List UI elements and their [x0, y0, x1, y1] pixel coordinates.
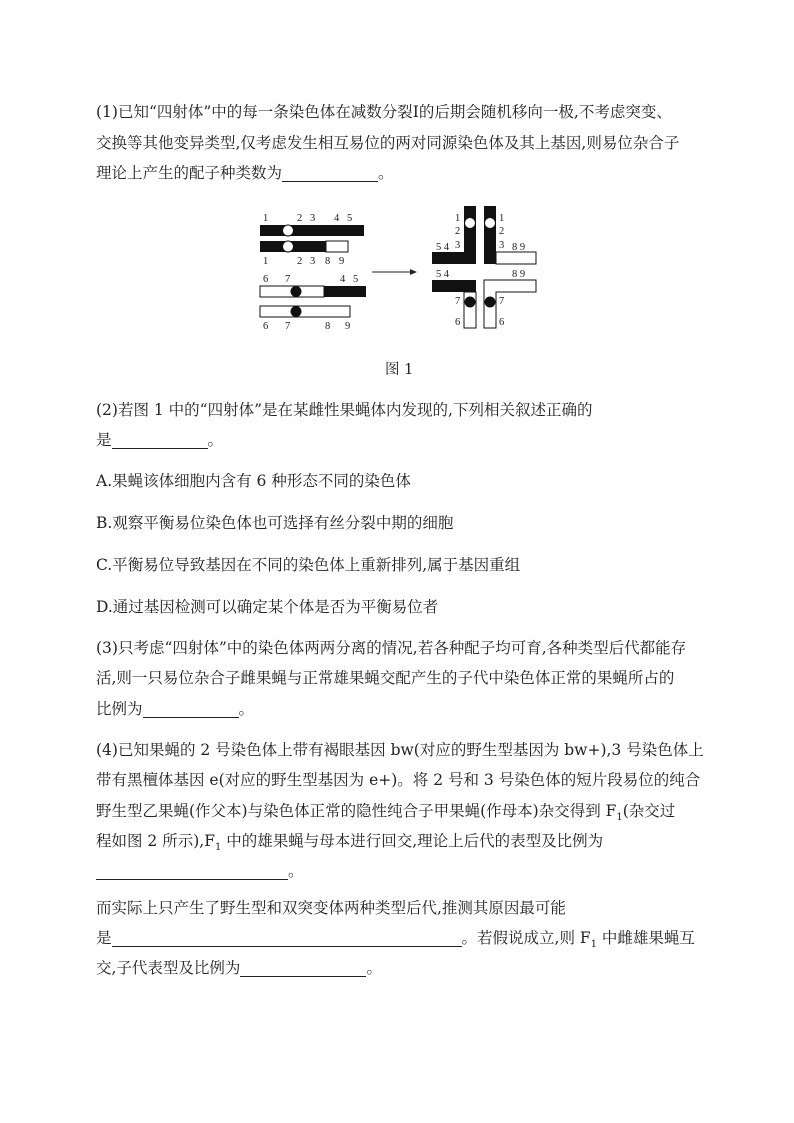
cross-label-ul-3: 3 [455, 240, 461, 251]
figure-1-diagram [250, 198, 550, 338]
q2-option-d: D.通过基因检测可以确定某个体是否为平衡易位者 [96, 598, 439, 616]
q4-line3-sub: 1 [616, 812, 623, 824]
q2-option-a: A.果蝇该体细胞内含有 6 种形态不同的染色体 [96, 472, 411, 490]
q4-line3-end: (杂交过 [622, 802, 676, 820]
q4-line4b: 中的雄果蝇与母本进行回交,理论上后代的表型及比例为 [221, 832, 604, 850]
left-chromosome-2-black [260, 241, 336, 252]
left-chromosome-1 [260, 225, 364, 236]
left-r1-label-4: 4 [334, 213, 340, 224]
q4-line6: 而实际上只产生了野生型和双突变体两种类型后代,推测其原因最可能 [96, 899, 566, 917]
q2-line2 [96, 425, 700, 456]
q4-line5-end: 。 [288, 862, 304, 880]
left-centromere-4 [291, 306, 302, 317]
q3-line1: (3)只考虑“四射体”中的染色体两两分离的情况,若各种配子均可育,各种类型后代都能存 [96, 639, 687, 657]
q4-line8 [96, 953, 700, 984]
q4-answer-blank-2[interactable] [112, 926, 462, 947]
q1-line3 [96, 158, 700, 189]
q4-answer-blank-3[interactable] [240, 956, 366, 977]
q4-line1: (4)已知果蝇的 2 号染色体上带有褐眼基因 bw(对应的野生型基因为 bw+),3 号染色体上 [96, 741, 704, 759]
q2-answer-blank[interactable] [112, 428, 208, 449]
q4-line7a: 是 [96, 929, 112, 947]
arrow-head [410, 269, 417, 275]
q1-line1: (1)已知“四射体”中的每一条染色体在减数分裂Ⅰ的后期会随机移向一极,不考虑突变、 [96, 103, 672, 121]
cross-label-ur-2: 2 [499, 226, 505, 237]
q2-end: 。 [207, 431, 224, 449]
cross-label-br-6: 6 [499, 317, 505, 328]
cross-label-54-bottom: 5 4 [436, 269, 450, 280]
q1-line2: 交换等其他变异类型,仅考虑发生相互易位的两对同源染色体及其上基因,则易位杂合子 [96, 134, 680, 152]
q4-line5 [96, 856, 700, 887]
left-r2-label-4: 8 [325, 256, 331, 267]
left-r1-label-1: 1 [263, 213, 269, 224]
q2-line2-text: 是 [96, 431, 112, 449]
cross-label-54-top: 5 4 [436, 242, 450, 253]
left-r4-label-4: 9 [345, 321, 351, 332]
left-r3-label-2: 7 [285, 274, 291, 285]
left-r2-label-2: 2 [297, 256, 303, 267]
q4-line2: 带有黑檀体基因 e(对应的野生型基因为 e+)。将 2 号和 3 号染色体的短片段易位的纯合 [96, 771, 701, 789]
cross-label-ul-2: 2 [455, 226, 461, 237]
left-r2-label-1: 1 [263, 256, 269, 267]
left-r2-label-3: 3 [310, 256, 316, 267]
q1-answer-blank[interactable] [282, 161, 378, 182]
q2-option-c: C.平衡易位导致基因在不同的染色体上重新排列,属于基因重组 [96, 556, 521, 574]
q4-answer-blank-1[interactable] [96, 859, 288, 880]
q3-line3-text: 比例为 [96, 700, 143, 718]
cross-label-89-bottom: 8 9 [512, 269, 526, 280]
q4-line3-text: 野生型乙果蝇(作父本)与染色体正常的隐性纯合子甲果蝇(作母本)杂交得到 F [96, 802, 617, 820]
cross-upper-right-corner [484, 252, 496, 264]
left-r4-label-2: 7 [285, 321, 291, 332]
cross-label-bl-6: 6 [455, 317, 461, 328]
left-r3-label-3: 4 [340, 274, 346, 285]
left-r1-label-2: 2 [297, 213, 303, 224]
cross-label-ur-1: 1 [499, 213, 505, 224]
q2-option-b: B.观察平衡易位染色体也可选择有丝分裂中期的细胞 [96, 514, 454, 532]
cross-label-89-top: 8 9 [512, 242, 526, 253]
left-chromosome-4 [260, 306, 350, 317]
left-r2-label-5: 9 [339, 256, 345, 267]
cross-centromere-bl [465, 297, 476, 308]
cross-lower-left-arm-black [432, 280, 476, 292]
q1-line3-text: 理论上产生的配子种类数为 [96, 164, 283, 182]
left-chromosome-2-white [326, 241, 348, 252]
cross-label-br-7: 7 [499, 296, 505, 307]
q3-end: 。 [238, 700, 255, 718]
cross-centromere-br [485, 297, 496, 308]
q3-line3 [96, 694, 700, 725]
left-r3-label-1: 6 [263, 274, 269, 285]
q2-line1: (2)若图 1 中的“四射体”是在某雌性果蝇体内发现的,下列相关叙述正确的 [96, 401, 593, 419]
left-centromere-1 [283, 225, 294, 236]
left-r1-label-3: 3 [310, 213, 316, 224]
cross-centromere-ur [485, 218, 496, 229]
left-r1-label-5: 5 [347, 213, 353, 224]
left-centromere-3 [291, 286, 302, 297]
left-chromosome-3-black [324, 286, 366, 297]
left-r4-label-1: 6 [263, 321, 269, 332]
left-centromere-2 [283, 241, 294, 252]
q4-line7-sub: 1 [590, 939, 597, 951]
figure-1-caption: 图 1 [385, 362, 414, 378]
q4-line8-text: 交,子代表型及比例为 [96, 959, 241, 977]
cross-label-ur-3: 3 [499, 240, 505, 251]
q4-line8-end: 。 [366, 959, 382, 977]
cross-label-bl-7: 7 [455, 296, 461, 307]
q3-line2: 活,则一只易位杂合子雌果蝇与正常雄果蝇交配产生的子代中染色体正常的果蝇所占的 [96, 669, 675, 687]
cross-label-ul-1: 1 [455, 213, 461, 224]
cross-centromere-ul [465, 218, 476, 229]
left-r4-label-3: 8 [325, 321, 331, 332]
q4-line7b: 。若假说成立,则 F [461, 929, 591, 947]
q4-line7c: 中雌雄果蝇互 [597, 929, 695, 947]
q4-line4a: 程如图 2 所示),F [96, 832, 215, 850]
left-r3-label-4: 5 [353, 274, 359, 285]
cross-upper-right-arm-white [496, 252, 536, 264]
q4-line4-sub: 1 [214, 842, 222, 854]
q3-answer-blank[interactable] [143, 697, 239, 718]
q1-end: 。 [378, 164, 394, 182]
cross-upper-left-chromosome [432, 206, 476, 264]
